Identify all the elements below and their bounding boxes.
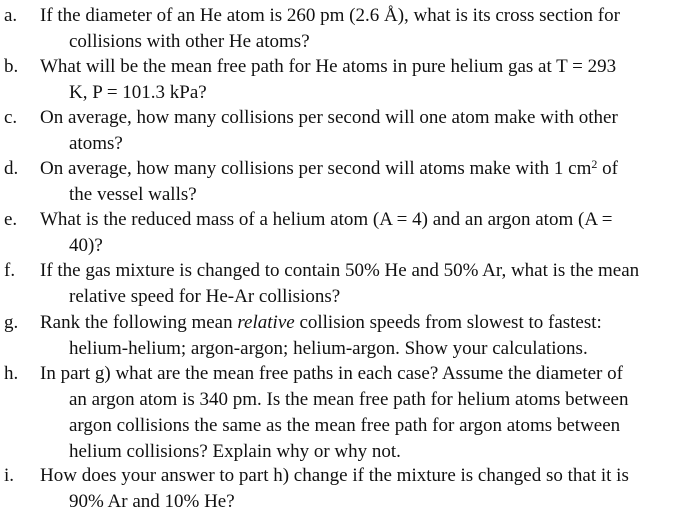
item-marker: g. xyxy=(4,312,19,333)
item-text-line: atoms? xyxy=(69,133,123,154)
item-text-line: If the diameter of an He atom is 260 pm (2.6 Å), what is its cross section for xyxy=(40,5,620,26)
item-text-segment: of xyxy=(597,158,618,179)
item-text-segment: Rank the following mean xyxy=(40,312,238,333)
item-text-line: helium-helium; argon-argon; helium-argon. Show your calculations. xyxy=(69,338,588,359)
item-text-line xyxy=(40,310,602,335)
item-text-line: What is the reduced mass of a helium atom (A = 4) and an argon atom (A = xyxy=(40,209,613,230)
item-marker: c. xyxy=(4,107,18,128)
item-marker: e. xyxy=(4,209,18,230)
item-text-line: an argon atom is 340 pm. Is the mean free path for helium atoms between xyxy=(69,389,629,410)
item-text-line: If the gas mixture is changed to contain 50% He and 50% Ar, what is the mean xyxy=(40,260,640,281)
item-text-line: 40)? xyxy=(69,235,103,256)
item-text-line: How does your answer to part h) change if the mixture is changed so that it is xyxy=(40,465,629,486)
item-text-line: argon collisions the same as the mean free path for argon atoms between xyxy=(69,415,621,436)
item-text-segment: collision speeds from slowest to fastest: xyxy=(294,312,602,333)
item-text-line: the vessel walls? xyxy=(69,184,197,205)
item-marker: a. xyxy=(4,5,18,26)
item-text-line: In part g) what are the mean free paths in each case? Assume the diameter of xyxy=(40,363,623,384)
item-marker: f. xyxy=(4,260,16,281)
item-text-line: 90% Ar and 10% He? xyxy=(69,491,235,512)
superscript: 2 xyxy=(591,157,598,171)
italic-emphasis: relative xyxy=(237,312,295,333)
item-text-line: K, P = 101.3 kPa? xyxy=(69,82,207,103)
item-marker: i. xyxy=(4,465,15,486)
item-text-line: On average, how many collisions per second will one atom make with other xyxy=(40,107,618,128)
item-text-line: relative speed for He-Ar collisions? xyxy=(69,286,341,307)
item-text-segment: On average, how many collisions per second will atoms make with 1 cm xyxy=(40,158,592,179)
item-marker: b. xyxy=(4,56,19,77)
item-marker: d. xyxy=(4,158,19,179)
item-text-line: What will be the mean free path for He atoms in pure helium gas at T = 293 xyxy=(40,56,617,77)
item-text-line xyxy=(40,156,618,181)
item-text-line: collisions with other He atoms? xyxy=(69,31,310,52)
item-text-line: helium collisions? Explain why or why not. xyxy=(69,441,401,462)
item-marker: h. xyxy=(4,363,19,384)
